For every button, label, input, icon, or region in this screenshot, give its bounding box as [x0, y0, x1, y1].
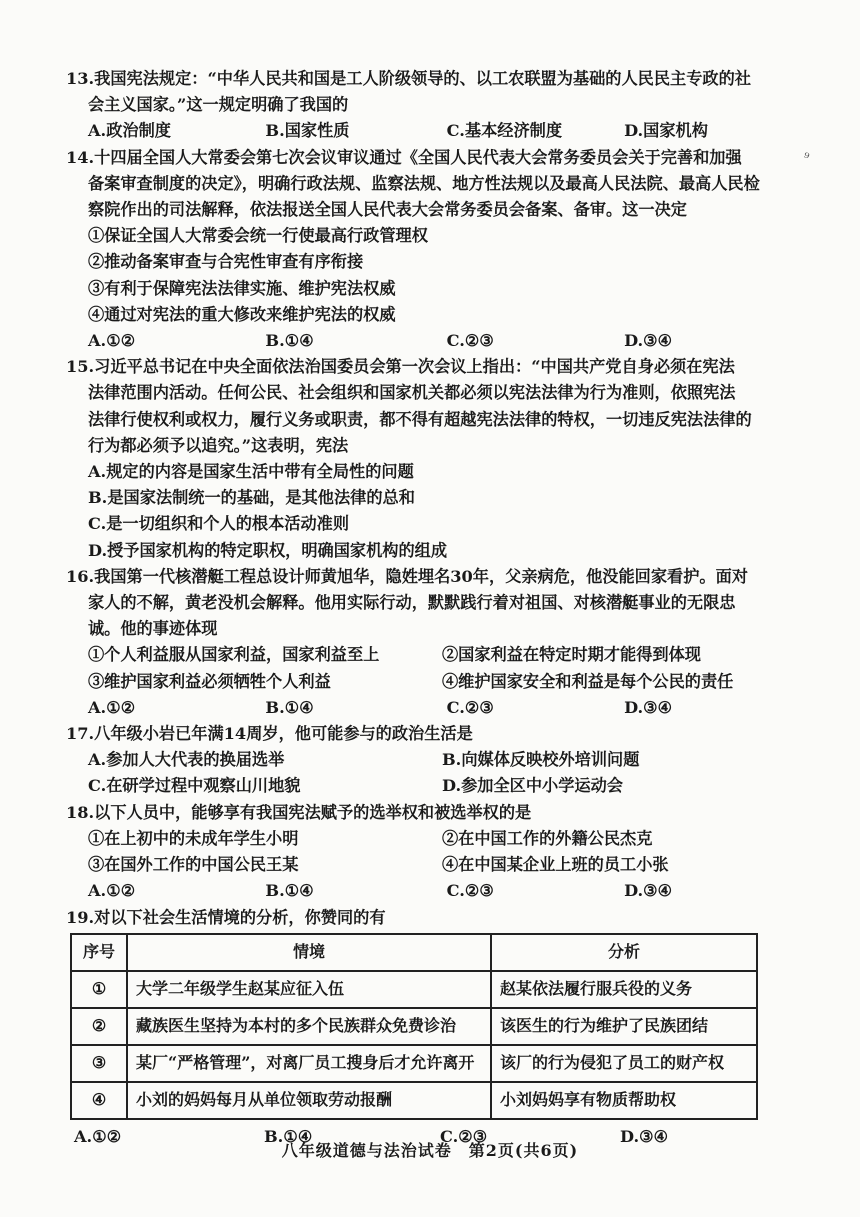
- statement-item: ④维护国家安全和利益是每个公民的责任: [442, 671, 734, 691]
- row-analysis: 小刘妈妈享有物质帮助权: [491, 1082, 757, 1119]
- option-c: C.是一切组织和个人的根本活动准则: [88, 514, 350, 534]
- question-stem-line: 会主义国家。”这一规定明确了我国的: [88, 95, 349, 115]
- answer-options: [66, 328, 780, 354]
- page-footer: 八年级道德与法治试卷 第2页(共6页): [281, 1141, 579, 1160]
- question-19: [66, 905, 780, 1150]
- row-analysis: 该医生的行为维护了民族团结: [491, 1008, 757, 1045]
- statement-row: [66, 669, 780, 695]
- option-b: B.国家性质: [265, 121, 350, 141]
- option-a: A.①②: [74, 1126, 122, 1146]
- option-c: C.②③: [446, 697, 494, 717]
- option-a: A.规定的内容是国家生活中带有全局性的问题: [88, 462, 414, 482]
- question-stem-line: 15.习近平总书记在中央全面依法治国委员会第一次会议上指出：“中国共产党自身必须在宪法: [66, 357, 735, 377]
- option-b: B.①④: [265, 331, 314, 351]
- row-number: ④: [71, 1082, 127, 1119]
- row-scenario: 某厂“严格管理”，对离厂员工搜身后才允许离开: [127, 1045, 491, 1082]
- option-a: A.参加人大代表的换届选举: [88, 750, 285, 770]
- question-stem-line: 17.八年级小岩已年满14周岁，他可能参与的政治生活是: [66, 724, 473, 744]
- question-17: [66, 721, 780, 800]
- option-a: A.①②: [88, 697, 136, 717]
- table-row: [71, 1008, 757, 1045]
- row-number: ②: [71, 1008, 127, 1045]
- option-d: D.③④: [624, 331, 673, 351]
- option-c: C.在研学过程中观察山川地貌: [88, 776, 301, 796]
- statement-item: ③维护国家利益必须牺牲个人利益: [88, 671, 331, 691]
- question-stem-line: 14.十四届全国人大常委会第七次会议审议通过《全国人民代表大会常务委员会关于完善和加强: [66, 147, 742, 167]
- question-18: [66, 800, 780, 905]
- table-row: [71, 1082, 757, 1119]
- option-c: C.基本经济制度: [446, 121, 563, 141]
- row-scenario: 藏族医生坚持为本村的多个民族群众免费诊治: [127, 1008, 491, 1045]
- option-a: A.①②: [88, 881, 136, 901]
- statement-item: ③有利于保障宪法法律实施、维护宪法权威: [88, 278, 396, 298]
- question-stem-line: 行为都必须予以追究。”这表明，宪法: [88, 435, 349, 455]
- question-stem-line: 家人的不解，黄老没机会解释。他用实际行动，默默践行着对祖国、对核潜艇事业的无限忠: [88, 593, 736, 613]
- question-stem-line: 察院作出的司法解释，依法报送全国人民代表大会常务委员会备案、备审。这一决定: [88, 200, 687, 220]
- statement-item: ②国家利益在特定时期才能得到体现: [442, 645, 701, 665]
- option-b: B.向媒体反映校外培训问题: [442, 750, 640, 770]
- question-stem-line: 诚。他的事迹体现: [88, 619, 218, 639]
- statement-item: ①在上初中的未成年学生小明: [88, 828, 299, 848]
- row-number: ③: [71, 1045, 127, 1082]
- header-scenario: 情境: [127, 934, 491, 971]
- option-a: A.①②: [88, 331, 136, 351]
- answer-options: [66, 747, 780, 773]
- question-stem-line: 19.对以下社会生活情境的分析，你赞同的有: [66, 907, 386, 927]
- question-stem-line: 法律行使权利或权力，履行义务或职责，都不得有超越宪法法律的特权，一切违反宪法法律的: [88, 409, 752, 429]
- statement-item: ④通过对宪法的重大修改来维护宪法的权威: [88, 304, 396, 324]
- header-no: 序号: [71, 934, 127, 971]
- option-b: B.①④: [265, 881, 314, 901]
- question-stem-line: 备案审查制度的决定》，明确行政法规、监察法规、地方性法规以及最高人民法院、最高人民检: [88, 173, 760, 193]
- option-c: C.②③: [446, 331, 494, 351]
- option-b: B.①④: [265, 697, 314, 717]
- statement-item: ②在中国工作的外籍公民杰克: [442, 828, 653, 848]
- option-d: D.参加全区中小学运动会: [442, 776, 623, 796]
- table-header-row: [71, 934, 757, 971]
- option-d: D.③④: [620, 1126, 669, 1146]
- answer-options: [66, 695, 780, 721]
- header-analysis: 分析: [491, 934, 757, 971]
- margin-mark: ⁹: [800, 150, 811, 167]
- option-d: D.国家机构: [624, 121, 708, 141]
- answer-options: [66, 878, 780, 904]
- table-row: [71, 971, 757, 1008]
- statement-item: ③在国外工作的中国公民王某: [88, 855, 299, 875]
- option-c: C.②③: [440, 1126, 488, 1146]
- question-stem-line: 法律范围内活动。任何公民、社会组织和国家机关都必须以宪法法律为行为准则，依照宪法: [88, 383, 736, 403]
- option-c: C.②③: [446, 881, 494, 901]
- option-b: B.是国家法制统一的基础，是其他法律的总和: [88, 488, 415, 508]
- statement-row: [66, 826, 780, 852]
- question-stem-line: 16.我国第一代核潜艇工程总设计师黄旭华，隐姓埋名30年，父亲病危，他没能回家看护。面对: [66, 566, 748, 586]
- statement-row: [66, 642, 780, 668]
- question-13: [66, 66, 780, 145]
- statement-row: [66, 852, 780, 878]
- option-a: A.政治制度: [88, 121, 171, 141]
- answer-options: [66, 118, 780, 144]
- row-analysis: 赵某依法履行服兵役的义务: [491, 971, 757, 1008]
- statement-item: ①保证全国人大常委会统一行使最高行政管理权: [88, 226, 428, 246]
- statement-item: ①个人利益服从国家利益，国家利益至上: [88, 645, 380, 665]
- option-d: D.③④: [624, 697, 673, 717]
- question-stem-line: 13.我国宪法规定：“中华人民共和国是工人阶级领导的、以工农联盟为基础的人民民主专政的社: [66, 69, 751, 88]
- situation-table: [70, 933, 758, 1120]
- question-stem-line: 18.以下人员中，能够享有我国宪法赋予的选举权和被选举权的是: [66, 802, 532, 822]
- statement-item: ②推动备案审查与合宪性审查有序衔接: [88, 252, 364, 272]
- option-b: B.①④: [264, 1126, 313, 1146]
- answer-options: [66, 773, 780, 799]
- question-15: [66, 354, 780, 564]
- row-scenario: 小刘的妈妈每月从单位领取劳动报酬: [127, 1082, 491, 1119]
- question-16: [66, 564, 780, 721]
- option-d: D.③④: [624, 881, 673, 901]
- row-analysis: 该厂的行为侵犯了员工的财产权: [491, 1045, 757, 1082]
- statement-item: ④在中国某企业上班的员工小张: [442, 855, 669, 875]
- row-scenario: 大学二年级学生赵某应征入伍: [127, 971, 491, 1008]
- question-14: [66, 145, 780, 355]
- option-d: D.授予国家机构的特定职权，明确国家机构的组成: [88, 540, 448, 560]
- table-row: [71, 1045, 757, 1082]
- row-number: ①: [71, 971, 127, 1008]
